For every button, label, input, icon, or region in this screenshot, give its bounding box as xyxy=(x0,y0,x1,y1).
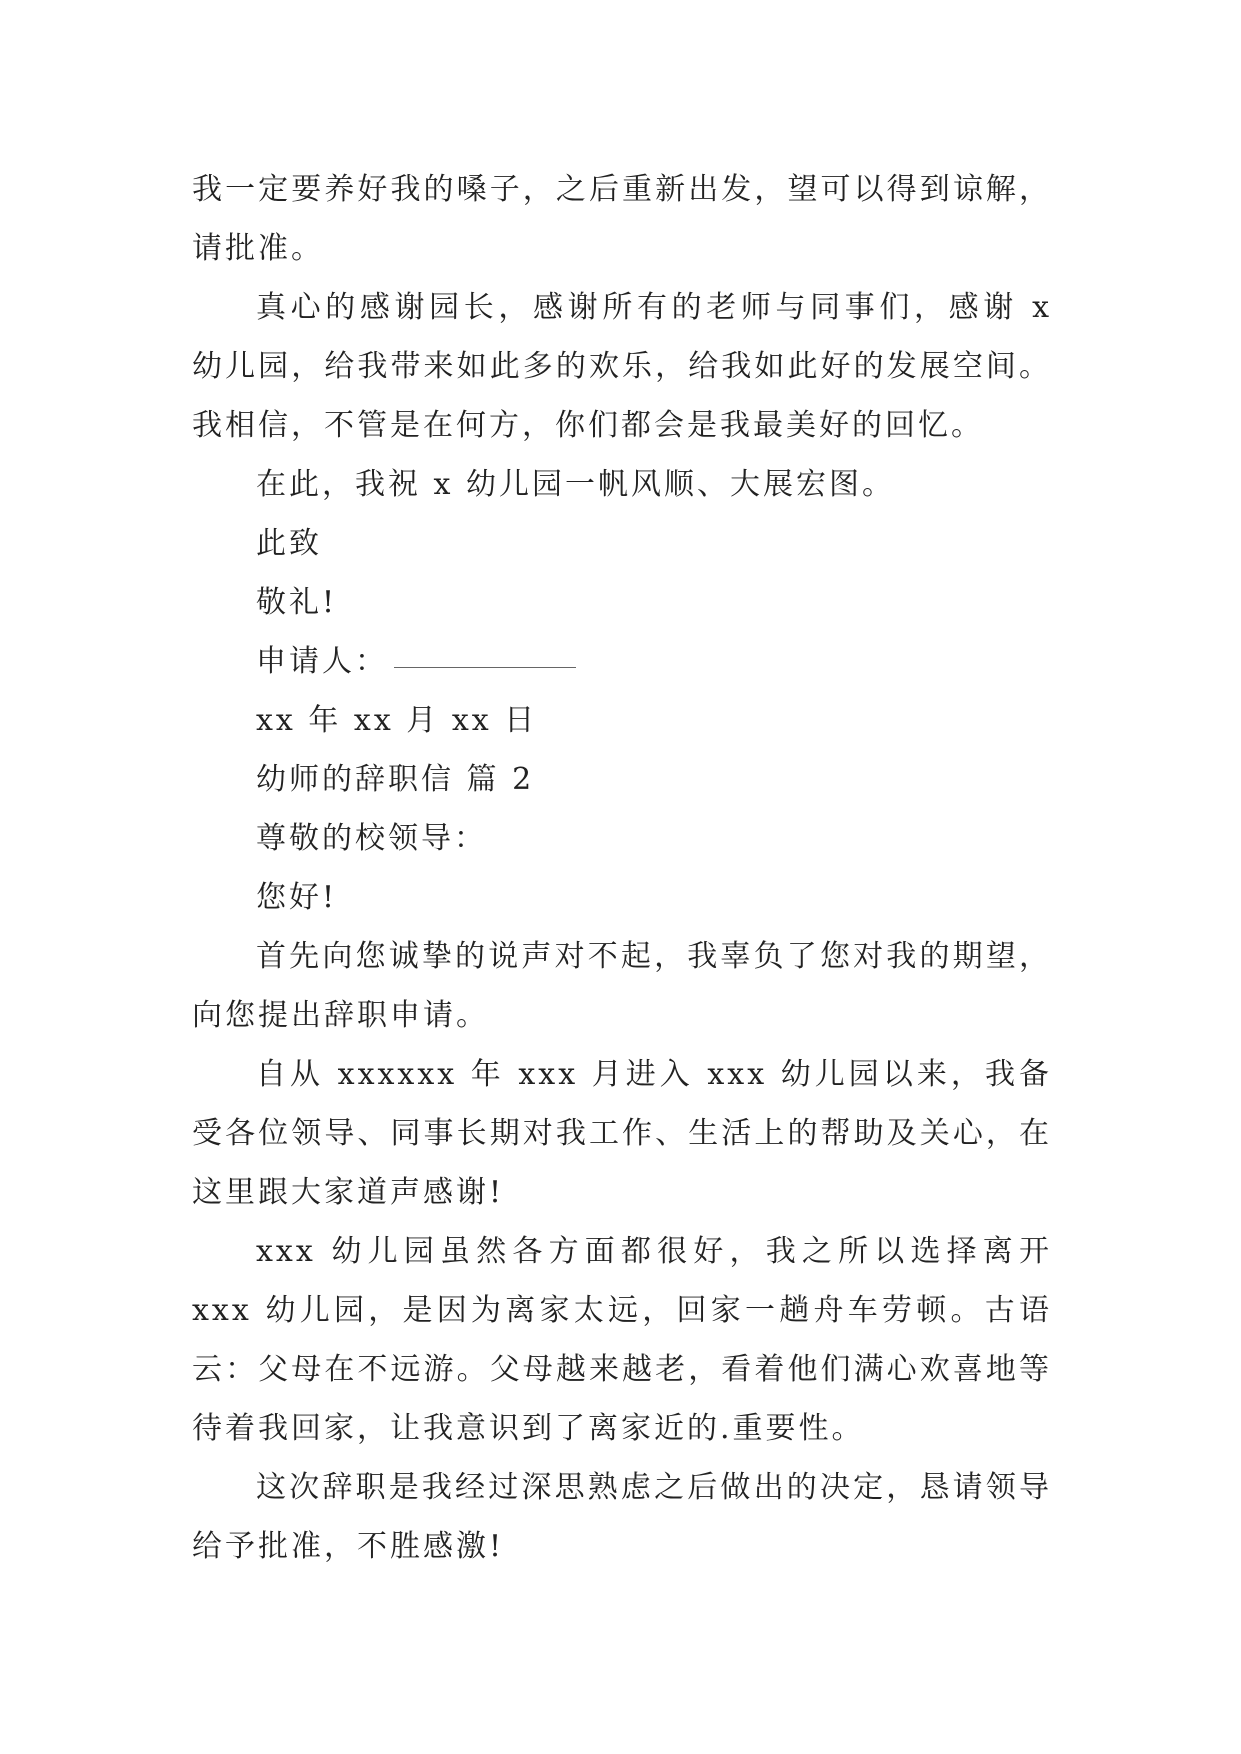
paragraph-gratitude: 自从 xxxxxx 年 xxx 月进入 xxx 幼儿园以来，我备受各位领导、同事长期对我工作、生活上的帮助及关心，在这里跟大家道声感谢! xyxy=(192,1057,1052,1210)
paragraph-request: 这次辞职是我经过深思熟虑之后做出的决定，恳请领导给予批准，不胜感激! xyxy=(192,1470,1052,1564)
greeting: 您好! xyxy=(256,880,338,915)
salutation: 尊敬的校领导： xyxy=(256,821,487,856)
closing-jingli: 敬礼! xyxy=(256,585,338,620)
signature-blank xyxy=(394,666,576,668)
applicant-line xyxy=(192,632,1052,691)
closing-cizhi: 此致 xyxy=(256,526,322,561)
document-body xyxy=(192,160,1052,1576)
paragraph-apology: 首先向您诚挚的说声对不起，我辜负了您对我的期望，向您提出辞职申请。 xyxy=(192,939,1052,1033)
paragraph-reason: xxx 幼儿园虽然各方面都很好，我之所以选择离开 xxx 幼儿园，是因为离家太远，回家一趟舟车劳顿。古语云：父母在不远游。父母越来越老，看着他们满心欢喜地等待着我回家，让我意识到了离家近的.重要性。 xyxy=(192,1234,1052,1446)
section-title: 幼师的辞职信 篇 2 xyxy=(256,762,535,797)
paragraph-continuation: 我一定要养好我的嗓子，之后重新出发，望可以得到谅解，请批准。 xyxy=(192,172,1052,266)
date-line: xx 年 xx 月 xx 日 xyxy=(256,703,538,738)
applicant-label: 申请人： xyxy=(256,644,388,679)
paragraph-wishes: 在此，我祝 x 幼儿园一帆风顺、大展宏图。 xyxy=(256,467,895,502)
paragraph-thanks: 真心的感谢园长，感谢所有的老师与同事们，感谢 x 幼儿园，给我带来如此多的欢乐，给我如此好的发展空间。我相信，不管是在何方，你们都会是我最美好的回忆。 xyxy=(192,290,1052,443)
